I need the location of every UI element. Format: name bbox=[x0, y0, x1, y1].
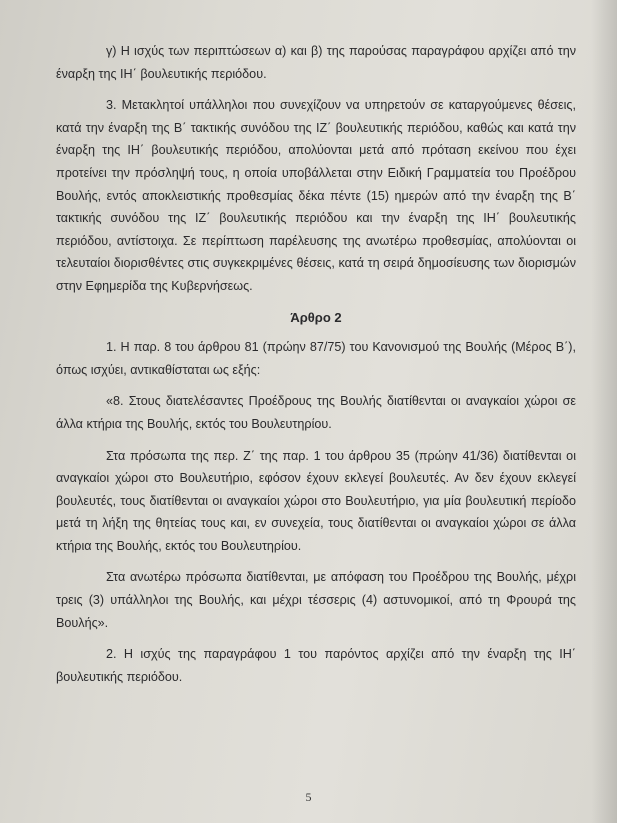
paragraph-2g: γ) Η ισχύς των περιπτώσεων α) και β) της παρούσας παραγράφου αρχίζει από την έναρξη της ΙΗ΄ βουλευτικής περιόδου. bbox=[56, 44, 576, 81]
article-heading: Άρθρο 2 bbox=[290, 309, 342, 325]
paper-edge-shadow bbox=[591, 0, 617, 823]
quoted-paragraph-persons: Στα πρόσωπα της περ. Ζ΄ της παρ. 1 του άρθρου 35 (πρώην 41/36) διατίθενται οι αναγκαίοι χώροι στο Βουλευτήριο, εφόσον έχουν εκλεγεί βουλευτές. Αν δεν έχουν εκλεγεί βουλευτές, τους διατίθενται οι αναγκαίοι χώροι στο Βουλευτήριο, για μία βουλευτική περίοδο μετά τη λήξη της θητείας τους και, εν συνεχεία, τους διατίθενται οι αναγκαίοι χώροι σε άλλα κτήρια της Βουλής, εκτός του Βουλευτηρίου. bbox=[56, 448, 576, 553]
paragraph-3: 3. Μετακλητοί υπάλληλοι που συνεχίζουν να υπηρετούν σε καταργούμενες θέσεις, κατά την έναρξη της Β΄ τακτικής συνόδου της ΙΖ΄ βουλευτικής περιόδου, καθώς και κατά την έναρξη της ΙΗ΄ βουλευτικής περιόδου, απολύονται μετά από πρόταση εκείνου που έχει προτείνει την πρόσληψή τους, η οποία υποβάλλεται στην Ειδική Γραμματεία του Προέδρου Βουλής, εντός αποκλειστικής προθεσμίας δέκα πέντε (15) ημερών από την έναρξη της Β΄ τακτικής συνόδου της ΙΖ΄ βουλευτικής περιόδου και την έναρξη της ΙΗ΄ βουλευτικής περιόδου, αντίστοιχα. Σε περίπτωση παρέλευσης της ανωτέρω προθεσμίας, απολύονται οι τελευταίοι διορισθέντες στις συγκεκριμένες θέσεις, κατά τη σειρά δημοσίευσης των διορισμών στην Εφημερίδα της Κυβερνήσεως. bbox=[56, 98, 576, 293]
quoted-paragraph-staff: Στα ανωτέρω πρόσωπα διατίθενται, με απόφαση του Προέδρου της Βουλής, μέχρι τρεις (3) υπάλληλοι της Βουλής, και μέχρι τέσσερις (4) αστυνομικοί, από τη Φρουρά της Βουλής». bbox=[56, 570, 576, 630]
article-paragraph-2: 2. Η ισχύς της παραγράφου 1 του παρόντος αρχίζει από την έναρξη της ΙΗ΄ βουλευτικής περιόδου. bbox=[56, 647, 576, 684]
document-body bbox=[56, 40, 576, 697]
page-number: 5 bbox=[305, 790, 312, 804]
article-paragraph-1: 1. Η παρ. 8 του άρθρου 81 (πρώην 87/75) του Κανονισμού της Βουλής (Μέρος Β΄), όπως ισχύει, αντικαθίσταται ως εξής: bbox=[56, 340, 576, 377]
quoted-paragraph-8: «8. Στους διατελέσαντες Προέδρους της Βουλής διατίθενται οι αναγκαίοι χώροι σε άλλα κτήρια της Βουλής, εκτός του Βουλευτηρίου. bbox=[56, 394, 576, 431]
